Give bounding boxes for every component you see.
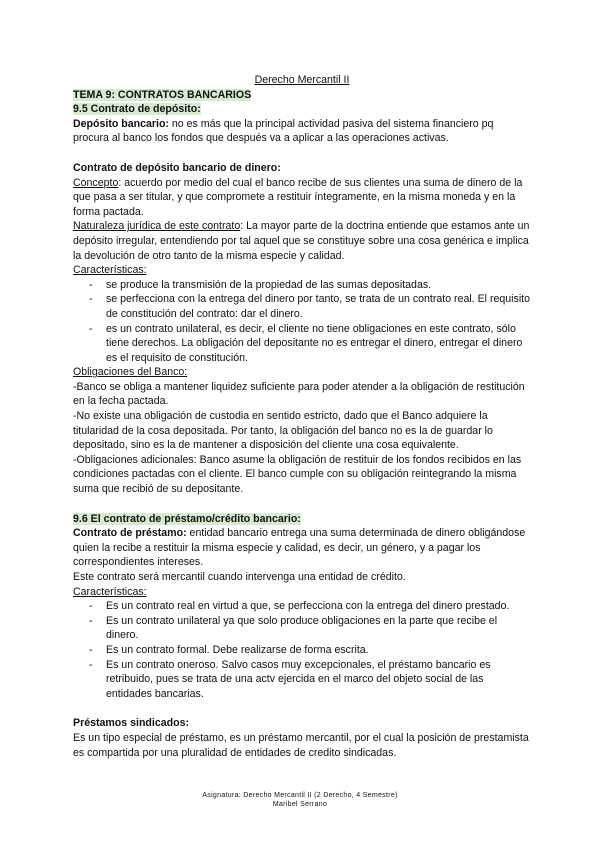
naturaleza-paragraph: Naturaleza jurídica de este contrato: La mayor parte de la doctrina entiende que estamos ante un depósito irregular, entendiendo por tal aquel que se constituye sobre una cosa genérica e implica la devolución de otro tanto de la misma especie y calidad. bbox=[73, 220, 530, 262]
prestamo-term: Contrato de préstamo: bbox=[73, 527, 187, 540]
mercantil-paragraph: Este contrato será mercantil cuando intervenga una entidad de crédito. bbox=[73, 571, 406, 583]
caracteristicas-list bbox=[73, 278, 531, 366]
list-item: - Es un contrato real en virtud a que, se perfecciona con la entrega del dinero prestado. bbox=[73, 599, 531, 614]
list-item: - es un contrato unilateral, es decir, el cliente no tiene obligaciones en este contrato, sólo tiene derechos. La obligación del depositante no es entregar el dinero, entregar el dinero es el requisito de constitución. bbox=[73, 322, 531, 366]
obligacion-item: -Obligaciones adicionales: Banco asume la obligación de restituir de los fondos recibidos en las condiciones pactadas con el cliente. El banco cumple con su obligación reintegrando la misma suma que recibió de su depositante. bbox=[73, 453, 522, 496]
obligacion-item: -No existe una obligación de custodia en sentido estricto, dado que el Banco adquiere la titularidad de la cosa depositada. Por tanto, la obligación del banco no es la de guardar lo depositado, sino es la de mantener a disposición del cliente una cosa equivalente. bbox=[73, 410, 493, 452]
list-item: - Es un contrato oneroso. Salvo casos muy excepcionales, el préstamo bancario es retribuido, pues se trata de una actv ejercida en el marco del objeto social de las entidades bancarias. bbox=[73, 658, 531, 702]
caracteristicas-label: Características: bbox=[73, 264, 147, 277]
list-item: - se perfecciona con la entrega del dinero por tanto, se trata de un contrato real. El requisito de constitución del contrato: dar el dinero. bbox=[73, 292, 531, 321]
section-9-6-heading: 9.6 El contrato de préstamo/crédito bancario: bbox=[73, 512, 301, 525]
deposito-dinero-heading: Contrato de depósito bancario de dinero: bbox=[73, 161, 281, 174]
course-title: Derecho Mercantil II bbox=[254, 74, 350, 86]
caracteristicas-label-2: Características: bbox=[73, 585, 147, 598]
document-body bbox=[73, 73, 531, 760]
deposito-bancario-term: Depósito bancario: bbox=[73, 117, 169, 130]
footer-author: Maribel Serrano bbox=[272, 801, 328, 808]
prestamo-paragraph: Contrato de préstamo: entidad bancario entrega una suma determinada de dinero obligándose quien la recibe a restituir la misma especie y calidad, es decir, un género, y a pagar los correspondientes intereses. bbox=[73, 527, 526, 569]
page-footer bbox=[0, 791, 600, 809]
deposito-bancario-paragraph: Depósito bancario: no es más que la principal actividad pasiva del sistema financiero pq procura al banco los fondos que después va a aplicar a las operaciones activas. bbox=[73, 117, 494, 145]
list-item: - se produce la transmisión de la propiedad de las sumas depositadas. bbox=[73, 278, 531, 293]
list-item: - Es un contrato unilateral ya que solo produce obligaciones en la parte que recibe el dinero. bbox=[73, 614, 531, 643]
list-item: - Es un contrato formal. Debe realizarse de forma escrita. bbox=[73, 643, 531, 658]
section-9-5-heading: 9.5 Contrato de depósito: bbox=[73, 103, 201, 116]
sindicados-paragraph: Es un tipo especial de préstamo, es un préstamo mercantil, por el cual la posición de prestamista es compartida por una pluralidad de entidades de credito sindicadas. bbox=[73, 731, 529, 759]
topic-title: TEMA 9: CONTRATOS BANCARIOS bbox=[73, 88, 252, 101]
sindicados-heading: Préstamos sindicados: bbox=[73, 717, 189, 730]
concepto-paragraph: Concepto: acuerdo por medio del cual el banco recibe de sus clientes una suma de dinero de la que pasa a ser titular, y que compromete a restituir íntegramente, en la misma moneda y en la forma pactada. bbox=[73, 176, 523, 218]
footer-course: Asignatura: Derecho Mercantil II (2 Derecho, 4 Semestre) bbox=[202, 792, 398, 799]
obligacion-item: -Banco se obliga a mantener liquidez suficiente para poder atender a la obligación de restitución en la fecha pactada. bbox=[73, 380, 525, 408]
obligaciones-label: Obligaciones del Banco: bbox=[73, 366, 188, 379]
caracteristicas-list-2 bbox=[73, 599, 531, 701]
